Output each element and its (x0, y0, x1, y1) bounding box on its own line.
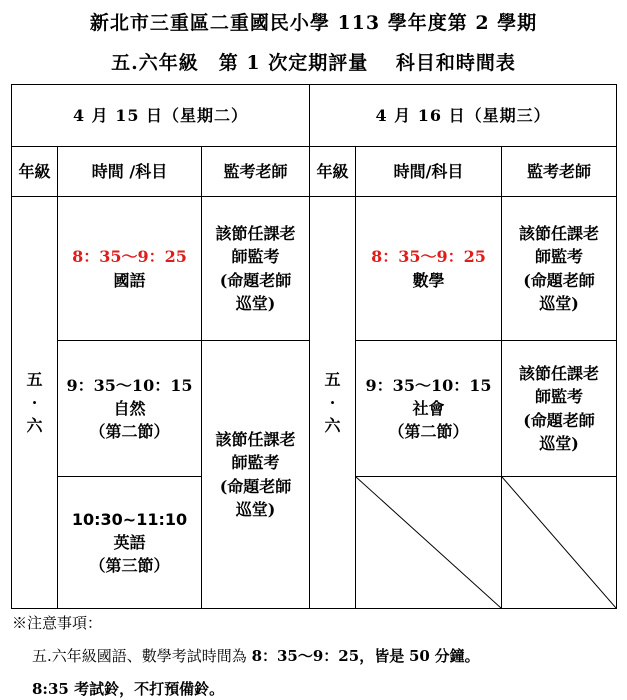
proctor-text: 師監考 (231, 247, 280, 267)
diagonal-line (356, 477, 501, 608)
table-row (12, 197, 617, 341)
session-time: 10:30~11:10 (71, 509, 188, 529)
session-cell (58, 341, 202, 477)
session-subject: 社會 (412, 398, 445, 418)
day1-header: 4 月 15 日（星期二） (12, 85, 310, 147)
session-period: （第二節） (388, 422, 469, 442)
proctor-text: 師監考 (231, 453, 280, 473)
exam-schedule-table (11, 84, 617, 609)
session-cell (58, 197, 202, 341)
notes-heading: ※注意事項： (12, 614, 103, 632)
session-period: （第三節） (89, 556, 170, 576)
session-cell (356, 341, 502, 477)
page-subtitle: 五.六年級 第 1 次定期評量 科目和時間表 (111, 52, 516, 74)
proctor-header: 監考老師 (502, 147, 617, 197)
grade-cell (310, 197, 356, 609)
note-text: 考試鈴，不打預備鈴。 (74, 680, 225, 698)
proctor-text: (命題老師 (219, 270, 292, 290)
note-text: 分鐘。 (434, 647, 480, 665)
note-time: 8:35 (32, 680, 69, 698)
session-time: 8：35～9：25 (371, 247, 486, 267)
grade-label-bottom: 六 (324, 416, 341, 436)
note-text: 五.六年級國語、數學考試時間為 (32, 647, 247, 665)
session-time: 8：35～9：25 (72, 247, 187, 267)
table-row (12, 85, 617, 147)
session-cell (356, 197, 502, 341)
proctor-text: 巡堂) (539, 293, 579, 313)
grade-label-top: 五 (324, 369, 341, 389)
proctor-text: 該節任課老 (519, 364, 600, 384)
empty-cell-crossed (356, 477, 502, 609)
proctor-cell (502, 341, 617, 477)
session-time: 9：35～10：15 (365, 375, 492, 395)
proctor-cell (502, 197, 617, 341)
note-item (32, 678, 224, 699)
proctor-text: 巡堂) (539, 433, 579, 453)
grade-header: 年級 (310, 147, 356, 197)
proctor-text: (命題老師 (219, 476, 292, 496)
note-time: 8：35～9：25 (251, 647, 360, 665)
note-text: ，皆是 (359, 647, 405, 665)
note-minutes: 50 (408, 647, 430, 665)
grade-label-dot: · (31, 392, 38, 412)
session-period: （第二節） (89, 422, 170, 442)
proctor-text: 該節任課老 (215, 224, 296, 244)
session-subject: 自然 (113, 398, 146, 418)
session-subject: 英語 (113, 532, 146, 552)
page-title: 新北市三重區二重國民小學 113 學年度第 2 學期 (89, 12, 538, 34)
proctor-text: 該節任課老 (519, 224, 600, 244)
grade-cell (12, 197, 58, 609)
note-item (32, 645, 480, 666)
proctor-text: (命題老師 (523, 410, 595, 430)
grade-label-dot: · (329, 392, 336, 412)
session-time: 9：35～10：15 (66, 375, 193, 395)
time-subject-header: 時間 /科目 (58, 147, 202, 197)
session-cell (58, 477, 202, 609)
proctor-text: 該節任課老 (215, 430, 296, 450)
grade-header: 年級 (12, 147, 58, 197)
proctor-text: 師監考 (535, 387, 584, 407)
proctor-text: 巡堂) (235, 499, 276, 519)
grade-label-bottom: 六 (26, 416, 43, 436)
proctor-header: 監考老師 (202, 147, 310, 197)
proctor-text: 師監考 (535, 247, 584, 267)
proctor-text: (命題老師 (523, 270, 595, 290)
proctor-text: 巡堂) (235, 293, 276, 313)
session-subject: 數學 (412, 270, 445, 290)
day2-header: 4 月 16 日（星期三） (310, 85, 617, 147)
grade-label-top: 五 (26, 369, 43, 389)
empty-cell-crossed (502, 477, 617, 609)
diagonal-line (502, 477, 616, 608)
proctor-cell (202, 341, 310, 609)
table-row (12, 147, 617, 197)
proctor-cell (202, 197, 310, 341)
time-subject-header: 時間/科目 (356, 147, 502, 197)
session-subject: 國語 (113, 270, 146, 290)
